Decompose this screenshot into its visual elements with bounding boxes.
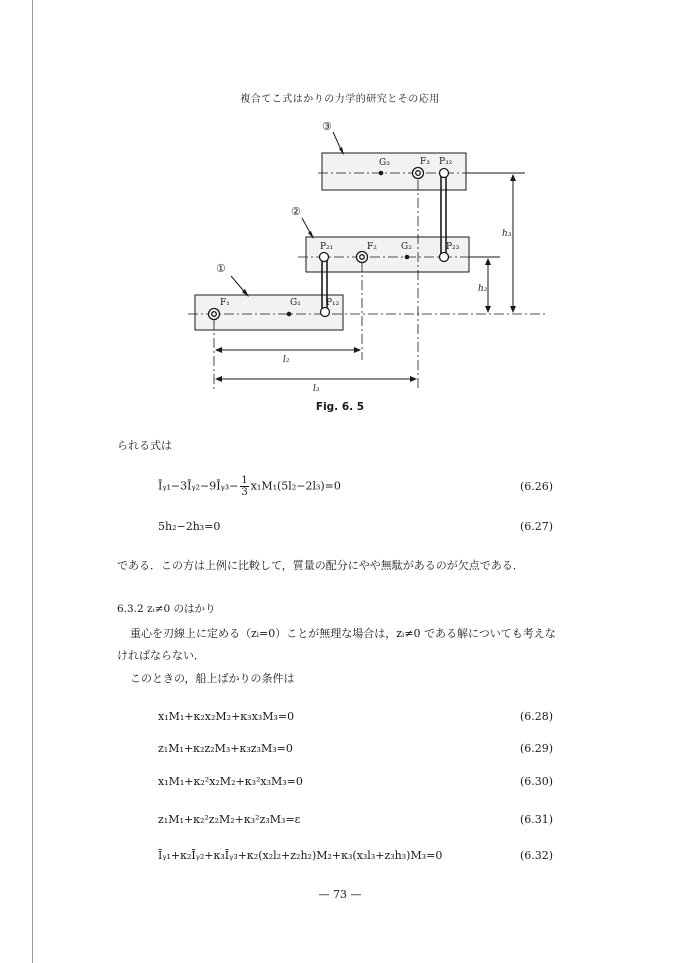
figure-6-5 [0, 0, 680, 400]
eq26-frac-den: 3 [241, 487, 248, 498]
label-h2: h₂ [478, 284, 488, 294]
subsection-heading: 6.3.2 zᵢ≠0 のはかり [117, 603, 216, 615]
equation-6-29: z₁M₁+κ₂z₂M₃+κ₃z₃M₃=0 [158, 742, 293, 755]
label-circled-2: ② [291, 205, 301, 218]
eq26-fraction [240, 475, 248, 498]
arrow-l2-left [215, 347, 222, 353]
arrow-h2-bottom [485, 306, 491, 313]
eq26-number: (6.26) [520, 480, 554, 493]
label-F3: F₃ [420, 157, 430, 167]
eq26-right: x₁M₁(5l₂−2l₃)=0 [250, 479, 341, 493]
equation-6-32: Īᵧ₁+κ₂Īᵧ₂+κ₃Īᵧ₃+κ₂(x₂l₂+z₂h₂)M₂+κ₃(x₃l₃+z₃h₃)M₃=0 [158, 849, 443, 862]
label-P21: P₂₁ [320, 242, 334, 252]
label-G1: G₁ [290, 298, 301, 308]
gravity-G2-mark [405, 255, 410, 260]
label-G2: G₂ [401, 242, 412, 252]
arrow-l3-left [215, 376, 222, 382]
arrow-h3-top [510, 174, 516, 181]
page-number: — 73 — [318, 888, 362, 901]
equation-6-28: x₁M₁+κ₂x₂M₂+κ₃x₃M₃=0 [158, 710, 295, 723]
pivot-P21-mark [320, 253, 329, 262]
fulcrum-F3-inner [416, 171, 421, 176]
label-F1: F₁ [220, 298, 230, 308]
equation-6-30: x₁M₁+κ₂²x₂M₂+κ₃²x₃M₃=0 [158, 775, 303, 788]
arrow-l2-right [354, 347, 361, 353]
intro-text: られる式は [117, 439, 172, 452]
eq29-number: (6.29) [520, 742, 554, 755]
paragraph-after-eq27: である．この方は上例に比較して，質量の配分にやや無駄があるのが欠点である． [117, 559, 524, 572]
label-P12: P₁₂ [326, 298, 340, 308]
paragraph-2: このときの，船上ばかりの条件は [130, 672, 295, 685]
equation-6-31: z₁M₁+κ₂²z₂M₂+κ₃²z₃M₃=ε [158, 813, 301, 826]
pivot-P12-mark [321, 308, 330, 317]
running-header: 複合てこ式はかりの力学的研究とその応用 [240, 94, 440, 105]
arrow-l3-right [410, 376, 417, 382]
label-P23: P₂₃ [446, 242, 460, 252]
eq31-number: (6.31) [520, 813, 554, 826]
label-l3: l₃ [313, 384, 320, 394]
fulcrum-F2-inner [360, 255, 365, 260]
eq28-number: (6.28) [520, 710, 554, 723]
eq32-number: (6.32) [520, 849, 554, 862]
label-G3: G₃ [379, 158, 390, 168]
pivot-P32-mark [440, 169, 449, 178]
arrow-h3-bottom [510, 306, 516, 313]
eq26-left: Īᵧ₁−3Īᵧ₂−9Īᵧ₃− [158, 479, 239, 493]
eq26-frac-num: 1 [241, 475, 248, 486]
label-F2: F₂ [367, 242, 377, 252]
pivot-P23-mark [440, 253, 449, 262]
equation-6-27: 5h₂−2h₃=0 [158, 520, 221, 533]
equation-6-26 [158, 475, 341, 498]
label-P32: P₃₂ [439, 157, 453, 167]
arrow-h2-top [485, 258, 491, 265]
eq30-number: (6.30) [520, 775, 554, 788]
eq27-number: (6.27) [520, 520, 554, 533]
figure-caption: Fig. 6. 5 [315, 401, 365, 413]
label-l2: l₂ [283, 355, 290, 365]
label-circled-1: ① [216, 262, 226, 275]
paragraph-1-line-2: ければならない． [117, 649, 205, 662]
gravity-G3-mark [379, 171, 384, 176]
paragraph-1-line-1: 重心を刃線上に定める（zᵢ=0）ことが無理な場合は，zᵢ≠0 である解についても考えな [130, 627, 556, 640]
label-circled-3: ③ [322, 120, 332, 133]
label-h3: h₃ [502, 229, 512, 239]
gravity-G1-mark [287, 312, 292, 317]
fulcrum-F1-inner [212, 312, 217, 317]
